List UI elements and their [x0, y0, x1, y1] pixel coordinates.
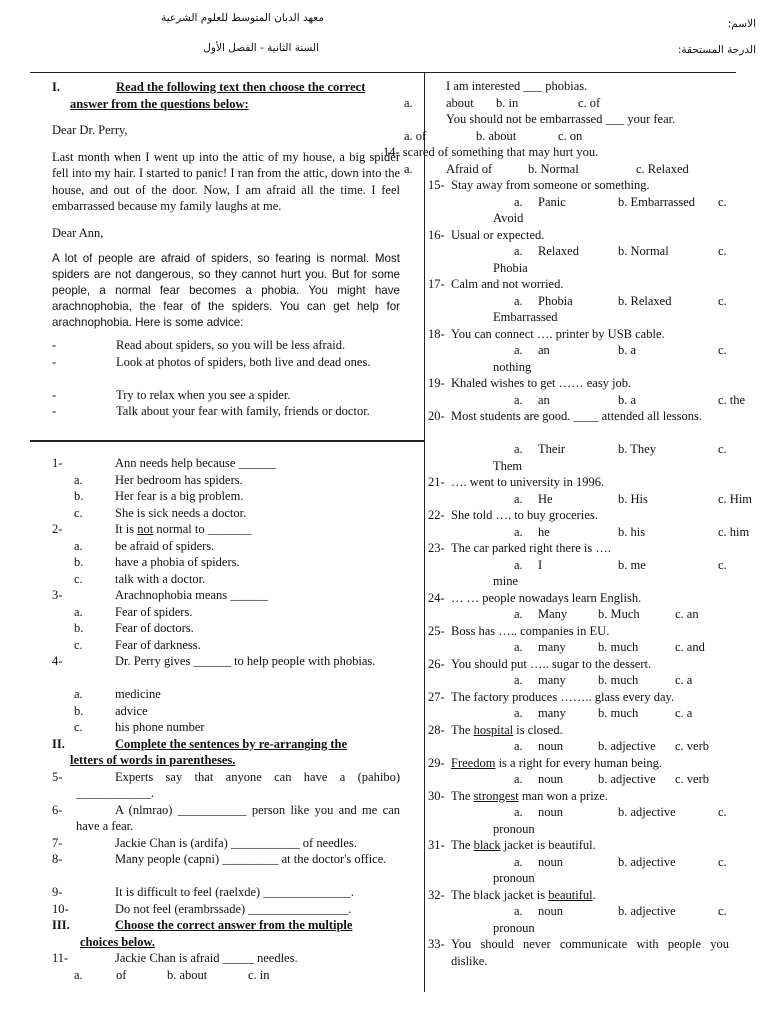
section-instruction-line2: choices below.: [80, 934, 155, 949]
option-label: a.: [514, 739, 523, 753]
option-label: a.: [514, 673, 523, 687]
options-row: [428, 738, 740, 755]
option[interactable]: b. advice: [74, 703, 148, 718]
question-stem: [428, 177, 740, 194]
options-row: [52, 967, 400, 984]
question-number: 9-: [52, 885, 63, 899]
option[interactable]: a. Her bedroom has spiders.: [74, 472, 243, 487]
question-number: 17-: [428, 277, 445, 291]
option[interactable]: Avoid: [493, 211, 524, 225]
section-numeral: I.: [52, 80, 60, 94]
section-instruction: Choose the correct answer from the multiple: [115, 918, 353, 932]
option[interactable]: c. in: [248, 967, 270, 982]
question-text: Jackie Chan is (ardifa) ___________ of needles.: [115, 835, 357, 850]
question-number: 4-: [52, 654, 63, 668]
options-row: [428, 441, 740, 474]
options-row: [428, 639, 740, 656]
option[interactable]: a. medicine: [74, 687, 161, 701]
question-number: 7-: [52, 835, 63, 850]
option[interactable]: b. about: [167, 967, 208, 982]
option[interactable]: b. They: [618, 442, 656, 456]
option-label: c.: [718, 442, 727, 456]
question-text: A (nlmrao) ___________ person like you and me can have a fear.: [76, 802, 400, 833]
option[interactable]: he: [538, 524, 550, 539]
option-label: c.: [718, 904, 727, 918]
question-stem: [428, 722, 740, 739]
question-number: 33-: [428, 937, 445, 951]
option-label: a.: [514, 640, 523, 654]
reply-paragraph: A lot of people are afraid of spiders, so fearing is normal. Most spiders are not dangerous, so they cannot hurt you. But for some people, a normal fear becomes a phobia. You might have arachnophobia, the fear of the spiders. You can get help for arachnophobia. Here is some advice:: [52, 252, 400, 329]
right-question-list: [428, 177, 753, 969]
option[interactable]: about: [446, 95, 474, 110]
question-text: It is difficult to feel (raelxde) ______________.: [115, 885, 354, 899]
question-text: Stay away from someone or something.: [451, 178, 650, 192]
question-stem: [428, 887, 740, 904]
option-label: a.: [514, 854, 523, 869]
options-row: [428, 491, 753, 508]
option[interactable]: b. have a phobia of spiders.: [74, 555, 240, 569]
options-row: [428, 854, 740, 887]
question-stem: [428, 936, 740, 969]
options-row: [428, 804, 740, 837]
option[interactable]: b. Embarrassed: [618, 194, 696, 209]
question-number: 20-: [428, 409, 445, 423]
option[interactable]: b. Her fear is a big problem.: [74, 489, 244, 503]
option[interactable]: b. adjective: [618, 805, 676, 819]
option-label: c.: [718, 805, 727, 819]
grade-label: الدرجة المستحقة:: [677, 44, 756, 56]
options-row: [428, 606, 740, 623]
option[interactable]: c. and: [675, 640, 705, 654]
question-text: Jackie Chan is afraid _____ needles.: [115, 951, 298, 965]
section-instruction-line2: answer from the questions below:: [70, 96, 249, 111]
option[interactable]: c. of: [578, 95, 601, 110]
option[interactable]: a.: [74, 967, 83, 982]
passage-divider: [30, 440, 424, 442]
option[interactable]: b. a: [618, 392, 637, 407]
option[interactable]: b. Relaxed: [618, 293, 672, 308]
option-label: a.: [514, 706, 523, 720]
option[interactable]: a. be afraid of spiders.: [74, 538, 215, 553]
option[interactable]: a. Fear of spiders.: [74, 604, 193, 619]
question-number: 1-: [52, 456, 63, 470]
question-text: Khaled wishes to get …… easy job.: [451, 376, 632, 390]
question-text: Ann needs help because ______: [115, 456, 277, 470]
option[interactable]: of: [116, 967, 127, 982]
section-instruction: Read the following text then choose the correct: [116, 80, 366, 94]
question-number: 18-: [428, 326, 445, 341]
options-row: [428, 557, 740, 590]
question-text: Dr. Perry gives ______ to help people with phobias.: [115, 654, 376, 668]
option[interactable]: b. about: [476, 128, 517, 143]
option-label: a.: [514, 607, 523, 621]
option[interactable]: c. his phone number: [74, 720, 205, 734]
question-stem: [428, 837, 740, 854]
questions-left: [52, 455, 400, 983]
option[interactable]: Phobia: [538, 293, 573, 308]
option[interactable]: pronoun: [493, 821, 535, 836]
question-text: Many people (capni) _________ at the doctor's office.: [115, 852, 387, 866]
question-text: You can connect …. printer by USB cable.: [451, 326, 665, 341]
option[interactable]: Them: [493, 458, 523, 473]
options-row: [404, 95, 740, 112]
question-text: It is not normal to _______: [115, 522, 252, 536]
option[interactable]: c. Fear of darkness.: [74, 637, 201, 652]
option[interactable]: Panic: [538, 194, 566, 209]
option-label: a.: [514, 524, 523, 539]
option[interactable]: b. Fear of doctors.: [74, 621, 194, 635]
question-text: The strongest man won a prize.: [451, 788, 608, 803]
greeting: Dear Ann,: [52, 225, 104, 240]
question-text: Experts say that anyone can have a (pahibo) ____________.: [76, 769, 400, 800]
option[interactable]: pronoun: [493, 920, 535, 935]
question-stem: [428, 227, 740, 244]
question-number: 26-: [428, 656, 445, 671]
question-number: 16-: [428, 227, 445, 242]
question-number: 23-: [428, 541, 445, 555]
section-numeral: II.: [52, 736, 65, 751]
options-row: [404, 161, 740, 178]
question-number: 21-: [428, 475, 445, 489]
question-stem: [428, 507, 740, 524]
reading-passage: I. Read the following text then choose the correct answer from the questions below: Dear Dr. Perry, Last month when I went up into the attic of my house, a big spider fell into my hair. I started to panic! I ran from the attic, down into the house, and out of the door. Now, I am afraid all the time. I feel embarrassed because my family laughs at me. Dear Ann, A lot of people are afraid of spiders, so fearing is normal. Most spiders are not dangerous, so they cannot hurt you. But for some people, a normal fear becomes a phobia. You might have arachnophobia, the fear of the spiders. You can get help for arachnophobia. Here is some advice: - Read about spiders, so you will be less afraid. - Look at photos of spiders, both live and dead ones. - Try to relax when you see a spider. - Talk about your fear with family, friends or doctor.: [52, 80, 400, 418]
option[interactable]: b. a: [618, 343, 637, 357]
question-text: Most students are good. ____ attended all lessons.: [451, 409, 703, 423]
question-number: 8-: [52, 852, 63, 866]
section-numeral: III.: [52, 918, 70, 932]
options-row: [428, 524, 750, 541]
option[interactable]: noun: [538, 739, 563, 753]
question-stem: [428, 623, 740, 640]
question-text: You should not be embarrassed ___ your fear.: [446, 112, 676, 126]
option[interactable]: noun: [538, 904, 563, 918]
question-text: 14- scared of something that may hurt you.: [383, 145, 599, 159]
option-label: c.: [718, 293, 727, 308]
option[interactable]: b. his: [618, 524, 646, 539]
section-instruction: Complete the sentences by re-arranging the: [115, 736, 348, 751]
option[interactable]: c. the: [718, 392, 746, 407]
option[interactable]: b. adjective: [618, 854, 676, 869]
question-number: 31-: [428, 838, 445, 852]
question-text: You should never communicate with people you dislike.: [451, 937, 729, 968]
option[interactable]: b. much: [598, 706, 639, 720]
option-label: a.: [514, 392, 523, 407]
option[interactable]: c. verb: [675, 739, 710, 753]
option[interactable]: b. His: [618, 491, 648, 506]
option[interactable]: b. adjective: [598, 739, 656, 753]
option[interactable]: b. adjective: [598, 772, 656, 786]
option[interactable]: c. talk with a doctor.: [74, 571, 206, 586]
question-stem: [428, 656, 740, 673]
question-number: 24-: [428, 590, 445, 605]
question-number: 5-: [52, 769, 63, 784]
option-label: a.: [514, 805, 523, 819]
option[interactable]: a. of: [404, 128, 427, 143]
option[interactable]: c. an: [675, 607, 699, 621]
question-number: 10-: [52, 901, 69, 916]
option[interactable]: I: [538, 557, 543, 572]
option[interactable]: mine: [493, 574, 518, 588]
question-text: Boss has ….. companies in EU.: [451, 623, 610, 638]
options-row: [428, 672, 740, 689]
question-stem: [428, 408, 740, 441]
institute-name: معهد الدبان المتوسط للعلوم الشرعية: [161, 12, 324, 24]
option[interactable]: noun: [538, 805, 563, 819]
options-row: [428, 392, 746, 409]
option-label: a.: [514, 904, 523, 918]
options-row: [428, 293, 740, 326]
option[interactable]: He: [538, 491, 553, 506]
question-number: 32-: [428, 887, 445, 902]
question-stem: [428, 326, 740, 343]
option-label: a.: [514, 557, 523, 572]
advice-item: Try to relax when you see a spider.: [116, 387, 291, 402]
advice-item: Look at photos of spiders, both live and dead ones.: [116, 354, 371, 369]
option[interactable]: noun: [538, 854, 563, 869]
option[interactable]: Relaxed: [538, 244, 579, 258]
question-text: Calm and not worried.: [451, 277, 564, 291]
question-text: The black jacket is beautiful.: [451, 838, 596, 852]
option[interactable]: b. Normal: [618, 244, 669, 258]
options-row: [428, 243, 740, 276]
question-number: 27-: [428, 689, 445, 704]
question-text: The black jacket is beautiful.: [451, 887, 596, 902]
question-text: Arachnophobia means ______: [115, 588, 268, 602]
option[interactable]: c. a: [675, 706, 693, 720]
options-row: [404, 128, 740, 145]
option[interactable]: many: [538, 706, 566, 720]
option[interactable]: Phobia: [493, 260, 528, 275]
name-label: الاسم:: [727, 18, 756, 30]
option[interactable]: b. much: [598, 640, 639, 654]
question-number: 22-: [428, 508, 445, 522]
question-stem: [428, 689, 740, 706]
column-divider: [424, 72, 425, 992]
option[interactable]: c. verb: [675, 772, 710, 786]
option[interactable]: c. on: [558, 128, 583, 143]
term-label: السنة الثانية - الفصل الأول: [203, 42, 319, 54]
option[interactable]: a.: [404, 95, 413, 110]
option[interactable]: c. Relaxed: [636, 161, 689, 176]
question-text: The car parked right there is ….: [451, 541, 612, 555]
question-stem: [428, 276, 740, 293]
option-label: a.: [514, 772, 523, 786]
question-text: … … people nowadays learn English.: [451, 590, 642, 605]
advice-item: Read about spiders, so you will be less afraid.: [116, 338, 346, 352]
option-label: c.: [718, 194, 727, 209]
question-stem: [428, 375, 740, 392]
question-number: 30-: [428, 788, 445, 803]
letter-paragraph: Last month when I went up into the attic of my house, a big spider fell into my hair. I started to panic! I ran from the attic, down into the house, and out of the door. Now, I am afraid all the time. I feel embarrassed because my family laughs at me.: [52, 149, 400, 213]
option[interactable]: a.: [404, 161, 413, 176]
question-text: Freedom is a right for every human being.: [451, 755, 663, 770]
top-rule: [30, 72, 736, 73]
option[interactable]: Their: [538, 442, 566, 456]
question-stem: [428, 788, 740, 805]
question-number: 25-: [428, 623, 445, 638]
question-stem: [428, 755, 740, 772]
questions-right: [383, 78, 753, 969]
option[interactable]: an: [538, 392, 550, 407]
greeting: Dear Dr. Perry,: [52, 123, 128, 137]
option[interactable]: c. him: [718, 524, 750, 539]
option[interactable]: nothing: [493, 359, 532, 374]
option-label: a.: [514, 244, 523, 258]
option[interactable]: b. adjective: [618, 904, 676, 918]
option-label: a.: [514, 293, 523, 308]
question-number: 11-: [52, 951, 69, 965]
question-number: 2-: [52, 522, 63, 536]
option[interactable]: many: [538, 640, 566, 654]
option[interactable]: b. in: [496, 95, 519, 110]
option-label: a.: [514, 194, 523, 209]
question-number: 29-: [428, 755, 445, 770]
option[interactable]: c. Him: [718, 491, 753, 506]
section-instruction-line2: letters of words in parentheses.: [70, 753, 236, 767]
option[interactable]: pronoun: [493, 871, 535, 885]
question-text: The factory produces …….. glass every day.: [451, 689, 675, 704]
advice-item: Talk about your fear with family, friends or doctor.: [116, 404, 370, 418]
option[interactable]: c. She is sick needs a doctor.: [74, 505, 247, 520]
question-text: Do not feel (erambrssade) ________________.: [115, 901, 352, 916]
option-label: c.: [718, 343, 727, 357]
option[interactable]: Afraid of: [446, 161, 493, 176]
option-label: c.: [718, 854, 727, 869]
question-stem: [428, 474, 740, 491]
options-row: [428, 705, 740, 722]
options-row: [428, 194, 740, 227]
option[interactable]: many: [538, 673, 566, 687]
question-text: I am interested ___ phobias.: [446, 79, 588, 93]
option-label: a.: [514, 491, 523, 506]
options-row: [428, 771, 740, 788]
question-text: Usual or expected.: [451, 227, 545, 242]
question-number: 15-: [428, 178, 445, 192]
options-row: [428, 342, 740, 375]
option[interactable]: Embarrassed: [493, 310, 558, 324]
option[interactable]: b. Normal: [528, 161, 579, 176]
option-label: c.: [718, 557, 727, 572]
option-label: a.: [514, 442, 523, 456]
question-text: She told …. to buy groceries.: [451, 508, 598, 522]
option-label: a.: [514, 343, 523, 357]
question-text: …. went to university in 1996.: [451, 475, 605, 489]
option[interactable]: Many: [538, 607, 568, 621]
question-number: 6-: [52, 802, 63, 817]
option[interactable]: b. Much: [598, 607, 640, 621]
options-row: [428, 903, 740, 936]
option[interactable]: noun: [538, 772, 563, 786]
question-stem: [428, 540, 740, 557]
question-number: 28-: [428, 722, 445, 737]
question-text: You should put ….. sugar to the dessert.: [451, 656, 652, 671]
question-stem: [428, 590, 740, 607]
option[interactable]: an: [538, 343, 550, 357]
option[interactable]: b. me: [618, 557, 646, 572]
option-label: c.: [718, 244, 727, 258]
question-number: 19-: [428, 376, 445, 390]
option[interactable]: b. much: [598, 673, 639, 687]
question-number: 3-: [52, 588, 63, 602]
option[interactable]: c. a: [675, 673, 693, 687]
question-text: The hospital is closed.: [451, 722, 563, 737]
